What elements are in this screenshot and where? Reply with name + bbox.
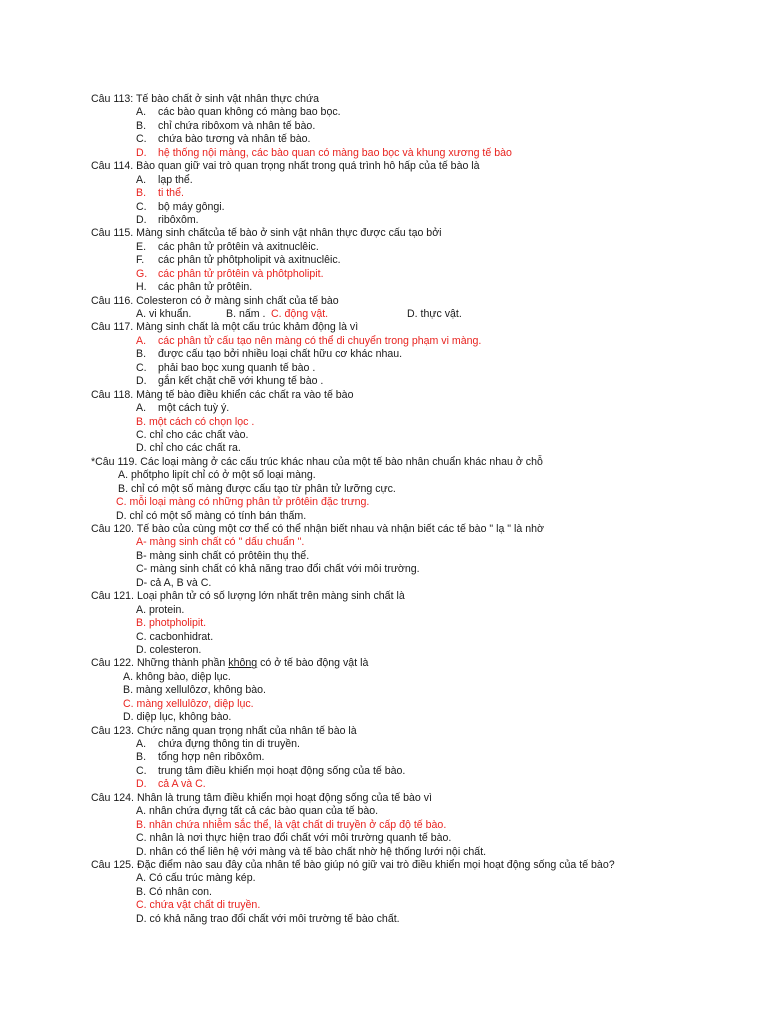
underlined-word: không (228, 657, 258, 670)
correct-answer: C. chứa vật chất di truyền. (136, 899, 261, 912)
answer-option: D. thực vật. (407, 308, 462, 320)
answer-option (91, 106, 751, 119)
option-text: một cách tuỳ ý. (158, 402, 230, 415)
correct-answer: A- màng sinh chất có " dấu chuẩn ". (136, 536, 305, 549)
answer-option: D. chỉ có một số màng có tính bán thấm. (116, 509, 307, 522)
answer-option (91, 281, 751, 294)
question-list (91, 93, 751, 926)
option-letter: A. (136, 334, 147, 347)
option-letter: C. (136, 133, 147, 146)
answer-option (91, 241, 751, 254)
question-text-part: có ở tế bào động vật là (257, 657, 369, 670)
answer-option: C. nhân là nơi thực hiện trao đổi chất với môi trường quanh tế bào. (136, 832, 452, 845)
answer-option: C- màng sinh chất có khả năng trao đổi chất với môi trường. (136, 563, 420, 576)
question-text: Câu 116. Colesteron có ở màng sinh chất của tế bào (91, 294, 339, 307)
correct-answer: C. màng xellulôzơ, diệp lục. (123, 697, 254, 710)
option-letter: A. (136, 106, 147, 119)
answer-option: A. vi khuẩn. (136, 308, 192, 320)
correct-answer (91, 335, 751, 348)
answer-option (91, 201, 751, 214)
option-letter: D. (136, 778, 147, 791)
question-text: Câu 113: Tế bào chất ở sinh vật nhân thực chứa (91, 93, 320, 105)
option-letter: E. (136, 240, 147, 253)
answer-option: A. protein. (136, 603, 185, 616)
option-letter: G. (136, 267, 148, 280)
question-text: Câu 123. Chức năng quan trọng nhất của nhân tế bào là (91, 724, 357, 737)
option-text: chứa bào tương và nhân tế bào. (158, 133, 311, 146)
option-text: các bào quan không có màng bao bọc. (158, 106, 341, 119)
option-letter: C. (136, 361, 147, 374)
answer-option (91, 751, 751, 764)
option-letter: C. (136, 200, 147, 213)
correct-answer: B. một cách có chọn lọc . (136, 415, 255, 428)
option-letter: A. (136, 738, 147, 750)
option-text: bộ máy gôngi. (158, 200, 225, 213)
option-letter: B. (136, 187, 147, 200)
option-letter: B. (136, 119, 147, 132)
answer-option: D. nhân có thể liên hệ với màng và tế bào chất nhờ hệ thống lưới nội chất. (136, 845, 487, 858)
option-text: các phân tử phôtpholipit và axitnuclêic. (158, 254, 341, 267)
option-letter: B. (136, 751, 147, 764)
answer-option (91, 174, 751, 187)
correct-answer (91, 778, 751, 791)
option-text: trung tâm điều khiển mọi hoạt động sống của tế bào. (158, 764, 406, 777)
option-letter: C. (136, 764, 147, 777)
answer-option: B- màng sinh chất có prôtêin thụ thể. (136, 549, 310, 562)
answer-option: A. phốtpho lipít chỉ có ở một số loại màng. (118, 469, 316, 482)
option-letter: A. (136, 402, 147, 415)
question-text: Câu 118. Màng tế bào điều khiển các chất ra vào tế bào (91, 388, 354, 401)
answer-option: A. không bào, diệp lục. (123, 670, 231, 683)
correct-answer: B. nhân chứa nhiễm sắc thể, là vật chất di truyền ở cấp độ tế bào. (136, 818, 447, 831)
answer-option: D. có khả năng trao đổi chất với môi trường tế bào chất. (136, 912, 400, 925)
question-text: *Câu 119. Các loại màng ở các cấu trúc khác nhau của một tế bào nhân chuẩn khác nhau ở chỗ (91, 455, 543, 468)
option-text: chứa đựng thông tin di truyền. (158, 738, 300, 750)
option-text: các phân tử prôtêin. (158, 281, 253, 294)
answer-option (91, 214, 751, 227)
answer-option: A. Có cấu trúc màng kép. (136, 872, 256, 885)
answer-option: A. nhân chứa đựng tất cả các bào quan của tế bào. (136, 805, 379, 818)
answer-option (91, 738, 751, 751)
option-text: hệ thống nội màng, các bào quan có màng bao bọc và khung xương tế bào (158, 146, 512, 159)
option-letter: D. (136, 146, 147, 159)
question-text: Câu 120. Tế bào của cùng một cơ thể có thể nhận biết nhau và nhận biết các tế bào " lạ " là nhờ (91, 523, 544, 535)
option-text: được cấu tạo bởi nhiều loại chất hữu cơ khác nhau. (158, 348, 403, 361)
option-letter: B. (136, 348, 147, 361)
question-text: Câu 114. Bào quan giữ vai trò quan trọng nhất trong quá trình hô hấp của tế bào là (91, 160, 480, 173)
option-letter: D. (136, 213, 147, 226)
answer-option: C. cacbonhidrat. (136, 630, 214, 643)
option-letter: D. (136, 375, 147, 388)
question-text: Câu 115. Màng sinh chấtcủa tế bào ở sinh vật nhân thực được cấu tạo bởi (91, 227, 442, 240)
answer-option (91, 362, 751, 375)
option-text: chỉ chứa ribôxom và nhân tế bào. (158, 119, 316, 132)
correct-answer: C. động vật. (271, 308, 329, 320)
answer-option (91, 254, 751, 267)
answer-option: B. nấm . (226, 308, 266, 320)
correct-answer (91, 187, 751, 200)
answer-option: B. màng xellulôzơ, không bào. (123, 684, 266, 697)
answer-option: D. chỉ cho các chất ra. (136, 442, 241, 455)
option-letter: A. (136, 173, 147, 186)
question-text: Câu 124. Nhân là trung tâm điều khiển mọi hoạt động sống của tế bào vì (91, 791, 432, 804)
option-text: các phân tử cấu tạo nên màng có thể di chuyển trong phạm vi màng. (158, 334, 482, 347)
option-letter: F. (136, 254, 145, 267)
correct-answer (91, 147, 751, 160)
answer-option: D. colesteron. (136, 643, 202, 656)
answer-option (91, 402, 751, 415)
option-text: lạp thể. (158, 173, 193, 186)
question-text-part: Câu 122. Những thành phần (91, 657, 229, 670)
answer-option: D. diệp lục, không bào. (123, 711, 232, 724)
question-text: Câu 125. Đặc điểm nào sau đây của nhân tế bào giúp nó giữ vai trò điều khiển mọi hoạt động sống của tế bào? (91, 858, 615, 871)
option-text: gắn kết chặt chẽ với khung tế bào . (158, 375, 324, 388)
option-text: cả A và C. (158, 778, 206, 791)
answer-option: C. chỉ cho các chất vào. (136, 428, 249, 441)
option-text: phải bao bọc xung quanh tế bào . (158, 361, 316, 374)
question-text: Câu 121. Loại phân tử có số lượng lớn nhất trên màng sinh chất là (91, 590, 405, 603)
answer-option (91, 120, 751, 133)
option-text: ti thể. (158, 187, 184, 200)
option-text: các phân tử prôtêin và axitnuclêic. (158, 240, 319, 253)
answer-option (91, 765, 751, 778)
answer-option: B. Có nhân con. (136, 885, 212, 898)
option-text: ribôxôm. (158, 213, 199, 226)
answer-option (91, 133, 751, 146)
option-text: tổng hợp nên ribôxôm. (158, 751, 265, 764)
answer-option: B. chỉ có một số màng được cấu tạo từ phân tử lưỡng cực. (118, 482, 396, 495)
option-letter: H. (136, 281, 147, 294)
option-text: các phân tử prôtêin và phôtpholipit. (158, 267, 324, 280)
answer-options-row (91, 308, 751, 321)
answer-option (91, 375, 751, 388)
question-text: Câu 117. Màng sinh chất là một cấu trúc khảm động là vì (91, 321, 359, 334)
question-text (91, 657, 751, 670)
correct-answer: B. photpholipit. (136, 617, 207, 630)
answer-option: D- cả A, B và C. (136, 576, 212, 589)
correct-answer: C. mỗi loại màng có những phân tử prôtêin đặc trưng. (116, 496, 370, 509)
correct-answer (91, 268, 751, 281)
answer-option (91, 348, 751, 361)
